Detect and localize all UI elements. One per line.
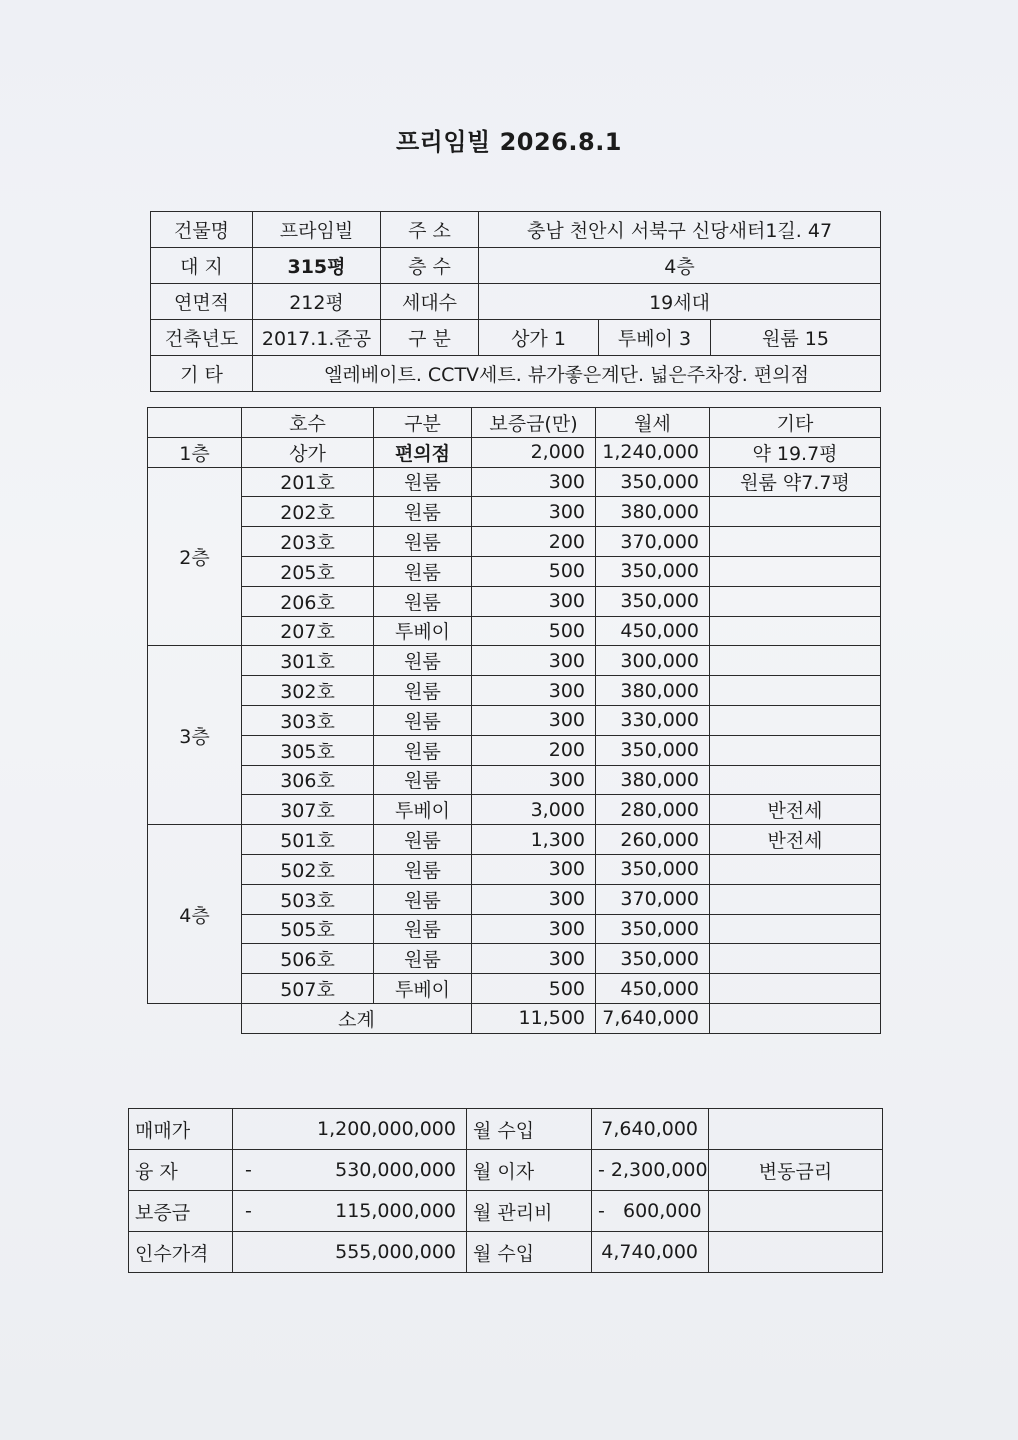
subtotal-label: 소계 xyxy=(242,1003,472,1033)
floor-label: 1층 xyxy=(148,437,242,467)
subtotal-rent: 7,640,000 xyxy=(596,1003,710,1033)
summary-row xyxy=(129,1150,883,1191)
unit-deposit: 300 xyxy=(472,765,596,795)
unit-rent: 450,000 xyxy=(596,974,710,1004)
floor-label: 4층 xyxy=(148,825,242,1004)
floor-label: 2층 xyxy=(148,467,242,646)
subtotal-blank xyxy=(148,1003,242,1033)
table-row xyxy=(148,735,881,765)
type-tworoom: 투베이 3 xyxy=(599,320,711,356)
unit-note xyxy=(710,705,881,735)
unit-no: 501호 xyxy=(242,825,374,855)
unit-type: 원룸 xyxy=(374,884,472,914)
summary-note xyxy=(709,1109,883,1150)
table-row xyxy=(148,914,881,944)
unit-deposit: 300 xyxy=(472,944,596,974)
unit-note: 약 19.7평 xyxy=(710,437,881,467)
units-table xyxy=(147,407,881,1034)
unit-note xyxy=(710,616,881,646)
table-row xyxy=(148,646,881,676)
unit-no: 301호 xyxy=(242,646,374,676)
unit-no: 201호 xyxy=(242,467,374,497)
summary-amount-cell xyxy=(233,1232,467,1273)
floor-label: 3층 xyxy=(148,646,242,825)
summary-amount: 530,000,000 xyxy=(335,1159,456,1181)
unit-type: 원룸 xyxy=(374,646,472,676)
unit-type: 원룸 xyxy=(374,556,472,586)
summary-amount-cell xyxy=(233,1109,467,1150)
unit-deposit: 500 xyxy=(472,616,596,646)
info-row xyxy=(151,212,881,248)
summary-row xyxy=(129,1109,883,1150)
info-row xyxy=(151,320,881,356)
unit-rent: 370,000 xyxy=(596,527,710,557)
summary-body xyxy=(129,1109,883,1273)
unit-rent: 350,000 xyxy=(596,944,710,974)
floor4-group xyxy=(148,825,881,1004)
table-row xyxy=(148,467,881,497)
unit-type: 원룸 xyxy=(374,735,472,765)
unit-rent: 350,000 xyxy=(596,914,710,944)
unit-type: 원룸 xyxy=(374,765,472,795)
summary-row xyxy=(129,1191,883,1232)
floor-area-value: 212평 xyxy=(253,284,381,320)
floor3-group xyxy=(148,646,881,825)
unit-rent: 380,000 xyxy=(596,497,710,527)
unit-deposit: 200 xyxy=(472,527,596,557)
floor2-group xyxy=(148,467,881,646)
unit-no: 502호 xyxy=(242,854,374,884)
land-value: 315평 xyxy=(253,248,381,284)
unit-no: 303호 xyxy=(242,705,374,735)
unit-deposit: 300 xyxy=(472,646,596,676)
unit-rent: 350,000 xyxy=(596,556,710,586)
unit-no: 206호 xyxy=(242,586,374,616)
floors-label: 층 수 xyxy=(381,248,479,284)
unit-note xyxy=(710,974,881,1004)
table-row xyxy=(148,765,881,795)
unit-type: 투베이 xyxy=(374,974,472,1004)
unit-rent: 380,000 xyxy=(596,676,710,706)
unit-type: 원룸 xyxy=(374,705,472,735)
unit-note xyxy=(710,854,881,884)
unit-rent: 280,000 xyxy=(596,795,710,825)
subtotal-row xyxy=(148,1003,881,1033)
summary-amount: 555,000,000 xyxy=(335,1241,456,1263)
unit-type: 편의점 xyxy=(374,437,472,467)
table-row xyxy=(148,586,881,616)
unit-deposit: 2,000 xyxy=(472,437,596,467)
unit-note xyxy=(710,676,881,706)
unit-deposit: 300 xyxy=(472,705,596,735)
summary-value2: - 2,300,000 xyxy=(592,1150,709,1191)
unit-deposit: 300 xyxy=(472,586,596,616)
floor-area-label: 연면적 xyxy=(151,284,253,320)
table-row xyxy=(148,437,881,467)
summary-note: 변동금리 xyxy=(709,1150,883,1191)
summary-sign: - xyxy=(245,1200,252,1222)
summary-amount-cell xyxy=(233,1191,467,1232)
info-row xyxy=(151,248,881,284)
summary-label: 융 자 xyxy=(129,1150,233,1191)
unit-type: 원룸 xyxy=(374,944,472,974)
summary-label2: 월 관리비 xyxy=(467,1191,592,1232)
unit-no: 306호 xyxy=(242,765,374,795)
unit-rent: 380,000 xyxy=(596,765,710,795)
table-row xyxy=(148,825,881,855)
unit-no: 305호 xyxy=(242,735,374,765)
summary-value2: 7,640,000 xyxy=(592,1109,709,1150)
summary-note xyxy=(709,1191,883,1232)
unit-type: 원룸 xyxy=(374,467,472,497)
unit-type: 투베이 xyxy=(374,795,472,825)
type-oneroom: 원룸 15 xyxy=(711,320,881,356)
unit-note xyxy=(710,527,881,557)
building-name-label: 건물명 xyxy=(151,212,253,248)
unit-deposit: 300 xyxy=(472,497,596,527)
unit-note: 반전세 xyxy=(710,825,881,855)
summary-amount: 1,200,000,000 xyxy=(316,1118,456,1140)
unit-no: 506호 xyxy=(242,944,374,974)
building-name-value: 프라임빌 xyxy=(253,212,381,248)
unit-note xyxy=(710,646,881,676)
summary-label: 인수가격 xyxy=(129,1232,233,1273)
info-row xyxy=(151,284,881,320)
built-value: 2017.1.준공 xyxy=(253,320,381,356)
land-label: 대 지 xyxy=(151,248,253,284)
header-cell: 월세 xyxy=(596,408,710,438)
unit-rent: 350,000 xyxy=(596,735,710,765)
summary-row xyxy=(129,1232,883,1273)
summary-label2: 월 이자 xyxy=(467,1150,592,1191)
unit-no: 302호 xyxy=(242,676,374,706)
unit-note xyxy=(710,586,881,616)
unit-rent: 1,240,000 xyxy=(596,437,710,467)
unit-rent: 260,000 xyxy=(596,825,710,855)
summary-label: 보증금 xyxy=(129,1191,233,1232)
type-store: 상가 1 xyxy=(479,320,599,356)
unit-deposit: 300 xyxy=(472,676,596,706)
unit-type: 원룸 xyxy=(374,586,472,616)
table-row xyxy=(148,884,881,914)
unit-deposit: 300 xyxy=(472,884,596,914)
address-value: 충남 천안시 서북구 신당새터1길. 47 xyxy=(479,212,881,248)
building-info-table xyxy=(150,211,881,392)
summary-value2: - 600,000 xyxy=(592,1191,709,1232)
unit-no: 207호 xyxy=(242,616,374,646)
table-row xyxy=(148,795,881,825)
unit-no: 505호 xyxy=(242,914,374,944)
header-cell: 구분 xyxy=(374,408,472,438)
floors-value: 4층 xyxy=(479,248,881,284)
unit-deposit: 300 xyxy=(472,914,596,944)
unit-no: 503호 xyxy=(242,884,374,914)
summary-label2: 월 수입 xyxy=(467,1109,592,1150)
header-cell: 기타 xyxy=(710,408,881,438)
info-row xyxy=(151,356,881,392)
built-label: 건축년도 xyxy=(151,320,253,356)
table-row xyxy=(148,556,881,586)
unit-no: 203호 xyxy=(242,527,374,557)
type-label: 구 분 xyxy=(381,320,479,356)
header-row xyxy=(148,408,881,438)
table-row xyxy=(148,705,881,735)
unit-type: 원룸 xyxy=(374,497,472,527)
unit-note xyxy=(710,735,881,765)
unit-rent: 350,000 xyxy=(596,586,710,616)
header-cell xyxy=(148,408,242,438)
unit-no: 307호 xyxy=(242,795,374,825)
document-title: 프리임빌 2026.8.1 xyxy=(395,128,623,156)
unit-deposit: 300 xyxy=(472,854,596,884)
unit-deposit: 1,300 xyxy=(472,825,596,855)
unit-deposit: 500 xyxy=(472,974,596,1004)
summary-value2: 4,740,000 xyxy=(592,1232,709,1273)
unit-rent: 370,000 xyxy=(596,884,710,914)
header-cell: 호수 xyxy=(242,408,374,438)
subtotal-deposit: 11,500 xyxy=(472,1003,596,1033)
summary-table xyxy=(128,1108,883,1273)
summary-amount-cell xyxy=(233,1150,467,1191)
table-row xyxy=(148,676,881,706)
unit-no: 205호 xyxy=(242,556,374,586)
table-row xyxy=(148,854,881,884)
unit-type: 원룸 xyxy=(374,527,472,557)
households-label: 세대수 xyxy=(381,284,479,320)
etc-label: 기 타 xyxy=(151,356,253,392)
etc-value: 엘레베이트. CCTV세트. 뷰가좋은계단. 넓은주차장. 편의점 xyxy=(253,356,881,392)
table-row xyxy=(148,974,881,1004)
unit-type: 투베이 xyxy=(374,616,472,646)
unit-note xyxy=(710,556,881,586)
table-row xyxy=(148,944,881,974)
unit-deposit: 3,000 xyxy=(472,795,596,825)
summary-label2: 월 수입 xyxy=(467,1232,592,1273)
unit-note xyxy=(710,944,881,974)
unit-type: 원룸 xyxy=(374,854,472,884)
unit-rent: 450,000 xyxy=(596,616,710,646)
unit-no: 상가 xyxy=(242,437,374,467)
unit-note: 반전세 xyxy=(710,795,881,825)
unit-rent: 350,000 xyxy=(596,854,710,884)
unit-type: 원룸 xyxy=(374,676,472,706)
unit-note xyxy=(710,914,881,944)
table-row xyxy=(148,616,881,646)
unit-deposit: 500 xyxy=(472,556,596,586)
unit-deposit: 200 xyxy=(472,735,596,765)
unit-no: 507호 xyxy=(242,974,374,1004)
unit-rent: 300,000 xyxy=(596,646,710,676)
subtotal-note xyxy=(710,1003,881,1033)
unit-rent: 330,000 xyxy=(596,705,710,735)
summary-label: 매매가 xyxy=(129,1109,233,1150)
table-row xyxy=(148,497,881,527)
unit-no: 202호 xyxy=(242,497,374,527)
summary-note xyxy=(709,1232,883,1273)
header-cell: 보증금(만) xyxy=(472,408,596,438)
unit-type: 원룸 xyxy=(374,825,472,855)
unit-note xyxy=(710,497,881,527)
address-label: 주 소 xyxy=(381,212,479,248)
unit-note xyxy=(710,765,881,795)
table-row xyxy=(148,527,881,557)
unit-deposit: 300 xyxy=(472,467,596,497)
summary-sign: - xyxy=(245,1159,252,1181)
unit-note xyxy=(710,884,881,914)
unit-rent: 350,000 xyxy=(596,467,710,497)
unit-note: 원룸 약7.7평 xyxy=(710,467,881,497)
unit-type: 원룸 xyxy=(374,914,472,944)
households-value: 19세대 xyxy=(479,284,881,320)
summary-amount: 115,000,000 xyxy=(335,1200,456,1222)
